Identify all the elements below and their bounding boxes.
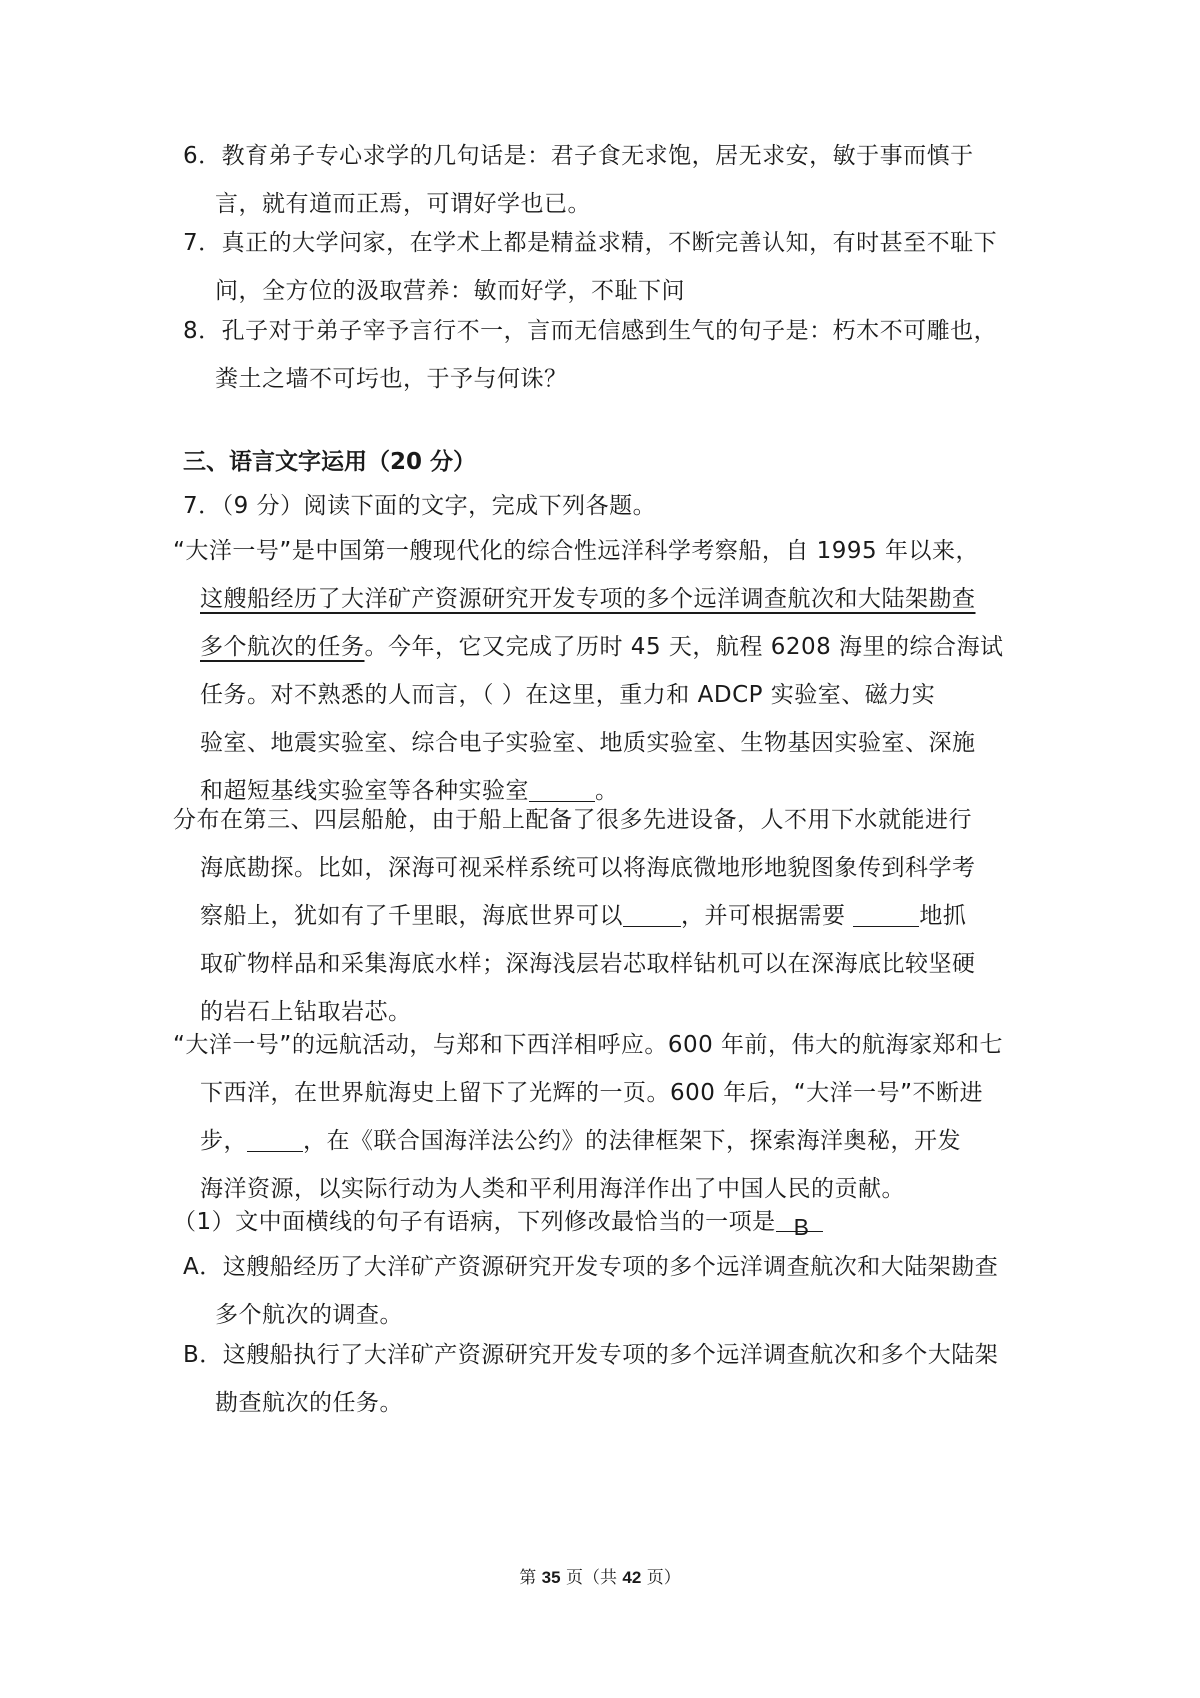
footer-total-pages: 42 xyxy=(622,1568,642,1587)
item-8-line-2: 粪土之墙不可圬也，于予与何诛？ xyxy=(215,366,568,392)
footer-suffix: 页） xyxy=(646,1568,681,1588)
option-b-line-2: 勘查航次的任务。 xyxy=(215,1390,403,1416)
passage-1-line-1: “大洋一号”是中国第一艘现代化的综合性远洋科学考察船，自 1995 年以来， xyxy=(173,538,979,564)
section-3-heading: 三、语言文字运用（20 分） xyxy=(183,449,477,475)
answer-blank: B xyxy=(776,1203,824,1232)
passage-1-line-3-rest: 。今年，它又完成了历时 45 天，航程 6208 海里的综合海试 xyxy=(364,634,1004,660)
passage-1-line-5: 验室、地震实验室、综合电子实验室、地质实验室、生物基因实验室、深施 xyxy=(200,730,976,756)
fill-blank-4[interactable] xyxy=(247,1125,303,1152)
passage-2-line-5: 的岩石上钻取岩芯。 xyxy=(200,999,412,1025)
sub-question-1-line xyxy=(173,1198,1013,1246)
passage-2-line-2: 海底勘探。比如，深海可视采样系统可以将海底微地形地貌图象传到科学考 xyxy=(200,855,976,881)
passage-1-line-3 xyxy=(173,623,1013,671)
passage-1-line-2 xyxy=(173,575,1013,623)
underlined-sentence-part-2: 多个航次的任务 xyxy=(200,634,365,660)
option-b-line-1: B．这艘船执行了大洋矿产资源研究开发专项的多个远洋调查航次和多个大陆架 xyxy=(183,1342,999,1368)
item-6-line-1: 6．教育弟子专心求学的几句话是：君子食无求饱，居无求安，敏于事而慎于 xyxy=(183,143,974,169)
footer-page-number: 35 xyxy=(541,1568,561,1587)
passage-paragraph-2 xyxy=(173,796,1013,1036)
item-6 xyxy=(183,132,1023,228)
passage-2-line-3 xyxy=(173,892,1013,940)
item-7-line-1: 7．真正的大学问家，在学术上都是精益求精，不断完善认知，有时甚至不耻下 xyxy=(183,230,998,256)
passage-paragraph-3 xyxy=(173,1021,1013,1213)
passage-paragraph-1 xyxy=(173,527,1013,815)
page-footer xyxy=(0,1563,1200,1588)
footer-middle: 页（共 xyxy=(566,1568,617,1588)
item-8 xyxy=(183,307,1023,403)
item-7 xyxy=(183,219,1023,315)
passage-1-line-4: 任务。对不熟悉的人而言，（ ）在这里，重力和 ADCP 实验室、磁力实 xyxy=(200,682,936,708)
passage-1-line-6-end: 。 xyxy=(595,778,619,804)
passage-3-line-2: 下西洋，在世界航海史上留下了光辉的一页。600 年后，“大洋一号”不断进 xyxy=(200,1080,984,1106)
fill-blank-2[interactable] xyxy=(623,900,681,927)
passage-3-line-1: “大洋一号”的远航活动，与郑和下西洋相呼应。600 年前，伟大的航海家郑和七 xyxy=(173,1032,1004,1058)
passage-2-line-3-a: 察船上，犹如有了千里眼，海底世界可以 xyxy=(200,903,623,929)
item-6-line-2: 言，就有道而正焉，可谓好学也已。 xyxy=(215,191,591,217)
option-a[interactable] xyxy=(183,1243,1023,1339)
question-7-stem xyxy=(183,482,1023,530)
passage-1-line-6-text: 和超短基线实验室等各种实验室 xyxy=(200,778,529,804)
passage-3-line-3-b: ，在《联合国海洋法公约》的法律框架下，探索海洋奥秘，开发 xyxy=(303,1128,961,1154)
item-8-line-1: 8．孔子对于弟子宰予言行不一，言而无信感到生气的句子是：朽木不可雕也， xyxy=(183,318,998,344)
footer-prefix: 第 xyxy=(519,1568,537,1588)
underlined-sentence-part-1: 这艘船经历了大洋矿产资源研究开发专项的多个远洋调查航次和大陆架勘查 xyxy=(200,586,976,612)
option-a-line-2: 多个航次的调查。 xyxy=(215,1302,403,1328)
passage-3-line-3 xyxy=(173,1117,1013,1165)
sub-question-1 xyxy=(173,1198,1013,1246)
fill-blank-3[interactable] xyxy=(853,900,919,927)
item-7-line-2: 问，全方位的汲取营养：敏而好学，不耻下问 xyxy=(215,278,685,304)
passage-2-line-1: 分布在第三、四层船舱，由于船上配备了很多先进设备，人不用下水就能进行 xyxy=(173,807,972,833)
sub-question-1-stem: （1）文中面横线的句子有语病，下列修改最恰当的一项是 xyxy=(173,1209,776,1235)
passage-2-line-3-b: ，并可根据需要 xyxy=(681,903,854,929)
passage-3-line-3-a: 步， xyxy=(200,1128,247,1154)
passage-3-line-4: 海洋资源，以实际行动为人类和平利用海洋作出了中国人民的贡献。 xyxy=(200,1176,905,1202)
passage-2-line-4: 取矿物样品和采集海底水样；深海浅层岩芯取样钻机可以在深海底比较坚硬 xyxy=(200,951,976,977)
option-a-line-1: A．这艘船经历了大洋矿产资源研究开发专项的多个远洋调查航次和大陆架勘查 xyxy=(183,1254,999,1280)
passage-2-line-3-c: 地抓 xyxy=(919,903,967,929)
option-b[interactable] xyxy=(183,1331,1023,1427)
question-7-stem-text: 7．（9 分）阅读下面的文字，完成下列各题。 xyxy=(183,493,657,519)
